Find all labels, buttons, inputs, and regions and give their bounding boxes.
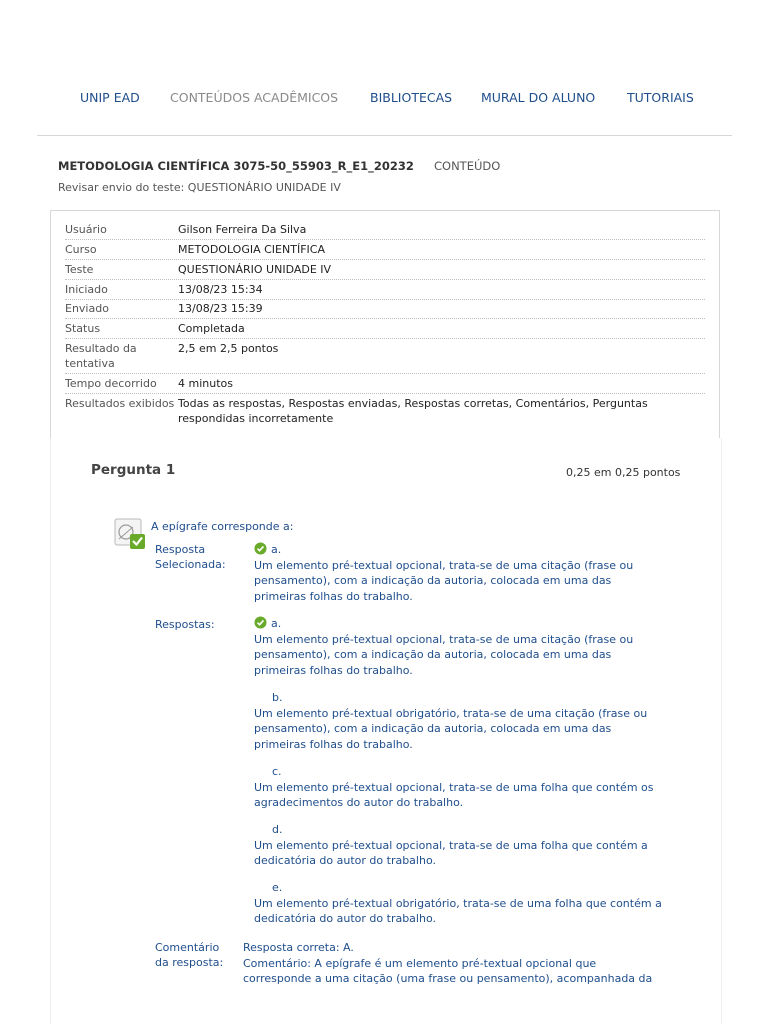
info-value: 13/08/23 15:39 — [178, 302, 263, 315]
info-row-result — [65, 341, 705, 374]
attempt-info-box — [50, 210, 720, 440]
nav-conteudos-academicos[interactable]: CONTEÚDOS ACADÊMICOS — [170, 90, 339, 105]
option-letter: c. — [272, 765, 282, 778]
info-row-time — [65, 376, 705, 394]
selected-answer-text: Um elemento pré-textual opcional, trata-se de uma citação (frase ou pensamento), com a indicação da autoria, colocada em uma das primeiras folhas do trabalho. — [254, 558, 634, 603]
info-value: 13/08/23 15:34 — [178, 283, 263, 296]
nav-tutoriais[interactable]: TUTORIAIS — [627, 90, 694, 105]
info-key: Usuário — [65, 223, 107, 236]
question-score: 0,25 em 0,25 pontos — [566, 466, 681, 479]
info-row-user — [65, 222, 705, 240]
selected-answer — [254, 542, 664, 604]
info-key: Resultados exibidos — [65, 397, 175, 410]
option-text: Um elemento pré-textual opcional, trata-se de uma folha que contém os agradecimentos do autor do trabalho. — [254, 780, 654, 809]
info-key: Status — [65, 322, 101, 335]
info-key: Resultado da tentativa — [65, 342, 137, 370]
nav-divider — [37, 135, 732, 136]
correct-answer-note: Resposta correta: A. — [243, 941, 354, 954]
info-row-course — [65, 242, 705, 260]
info-key: Tempo decorrido — [65, 377, 157, 390]
option-letter-line — [254, 616, 664, 632]
nav-unip-ead[interactable]: UNIP EAD — [80, 90, 140, 105]
option-d — [254, 822, 664, 869]
info-row-submitted — [65, 301, 705, 319]
comment-text: Comentário: A epígrafe é um elemento pré-textual opcional que corresponde a uma citação (uma frase ou pensamento), acompanhada da — [243, 956, 653, 985]
course-code[interactable]: METODOLOGIA CIENTÍFICA 3075-50_55903_R_E1_20232 — [58, 159, 414, 173]
selected-answer-letter: a. — [271, 543, 282, 556]
info-value: 2,5 em 2,5 pontos — [178, 342, 279, 355]
info-value: 4 minutos — [178, 377, 233, 390]
option-letter: b. — [272, 691, 283, 704]
info-key: Teste — [65, 263, 94, 276]
info-row-started — [65, 282, 705, 300]
page-subtitle: Revisar envio do teste: QUESTIONÁRIO UNIDADE IV — [58, 181, 341, 194]
nav-mural-do-aluno[interactable]: MURAL DO ALUNO — [481, 90, 596, 105]
question-title: Pergunta 1 — [91, 462, 176, 478]
option-letter: d. — [272, 823, 283, 836]
question-text: A epígrafe corresponde a: — [151, 520, 294, 533]
info-row-test — [65, 262, 705, 280]
info-key: Curso — [65, 243, 97, 256]
info-value: QUESTIONÁRIO UNIDADE IV — [178, 263, 332, 276]
option-letter: e. — [272, 881, 283, 894]
option-text: Um elemento pré-textual obrigatório, trata-se de uma citação (frase ou pensamento), com a indicação da autoria, colocada em uma das primeiras folhas do trabalho. — [254, 706, 648, 751]
info-value: Todas as respostas, Respostas enviadas, Respostas corretas, Comentários, Perguntas respondidas incorretamente — [178, 397, 648, 425]
option-letter: a. — [271, 617, 282, 630]
info-key: Enviado — [65, 302, 109, 315]
info-row-status — [65, 321, 705, 339]
check-icon — [254, 542, 267, 555]
correct-answer-icon — [114, 518, 146, 550]
nav-bibliotecas[interactable]: BIBLIOTECAS — [370, 90, 453, 105]
top-navigation — [0, 0, 768, 136]
info-value: Gilson Ferreira Da Silva — [178, 223, 307, 236]
comment-label: Comentário da resposta: — [155, 941, 224, 969]
selected-answer-label: Resposta Selecionada: — [155, 543, 226, 571]
option-text: Um elemento pré-textual opcional, trata-se de uma folha que contém a dedicatória do autor do trabalho. — [254, 838, 648, 867]
option-text: Um elemento pré-textual opcional, trata-se de uma citação (frase ou pensamento), com a indicação da autoria, colocada em uma das primeiras folhas do trabalho. — [254, 632, 634, 677]
option-b — [254, 690, 664, 752]
check-icon — [254, 616, 267, 629]
info-key: Iniciado — [65, 283, 108, 296]
answers-label: Respostas: — [155, 618, 215, 631]
selected-answer-letter-line — [254, 542, 664, 558]
section-link[interactable]: CONTEÚDO — [434, 159, 501, 173]
option-text: Um elemento pré-textual obrigatório, trata-se de uma folha que contém a dedicatória do autor do trabalho. — [254, 896, 662, 925]
info-value: METODOLOGIA CIENTÍFICA — [178, 243, 325, 256]
info-row-results-shown — [65, 396, 705, 428]
option-c — [254, 764, 664, 811]
option-e — [254, 880, 664, 927]
option-a — [254, 616, 664, 678]
answer-comment — [243, 940, 663, 987]
info-value: Completada — [178, 322, 245, 335]
